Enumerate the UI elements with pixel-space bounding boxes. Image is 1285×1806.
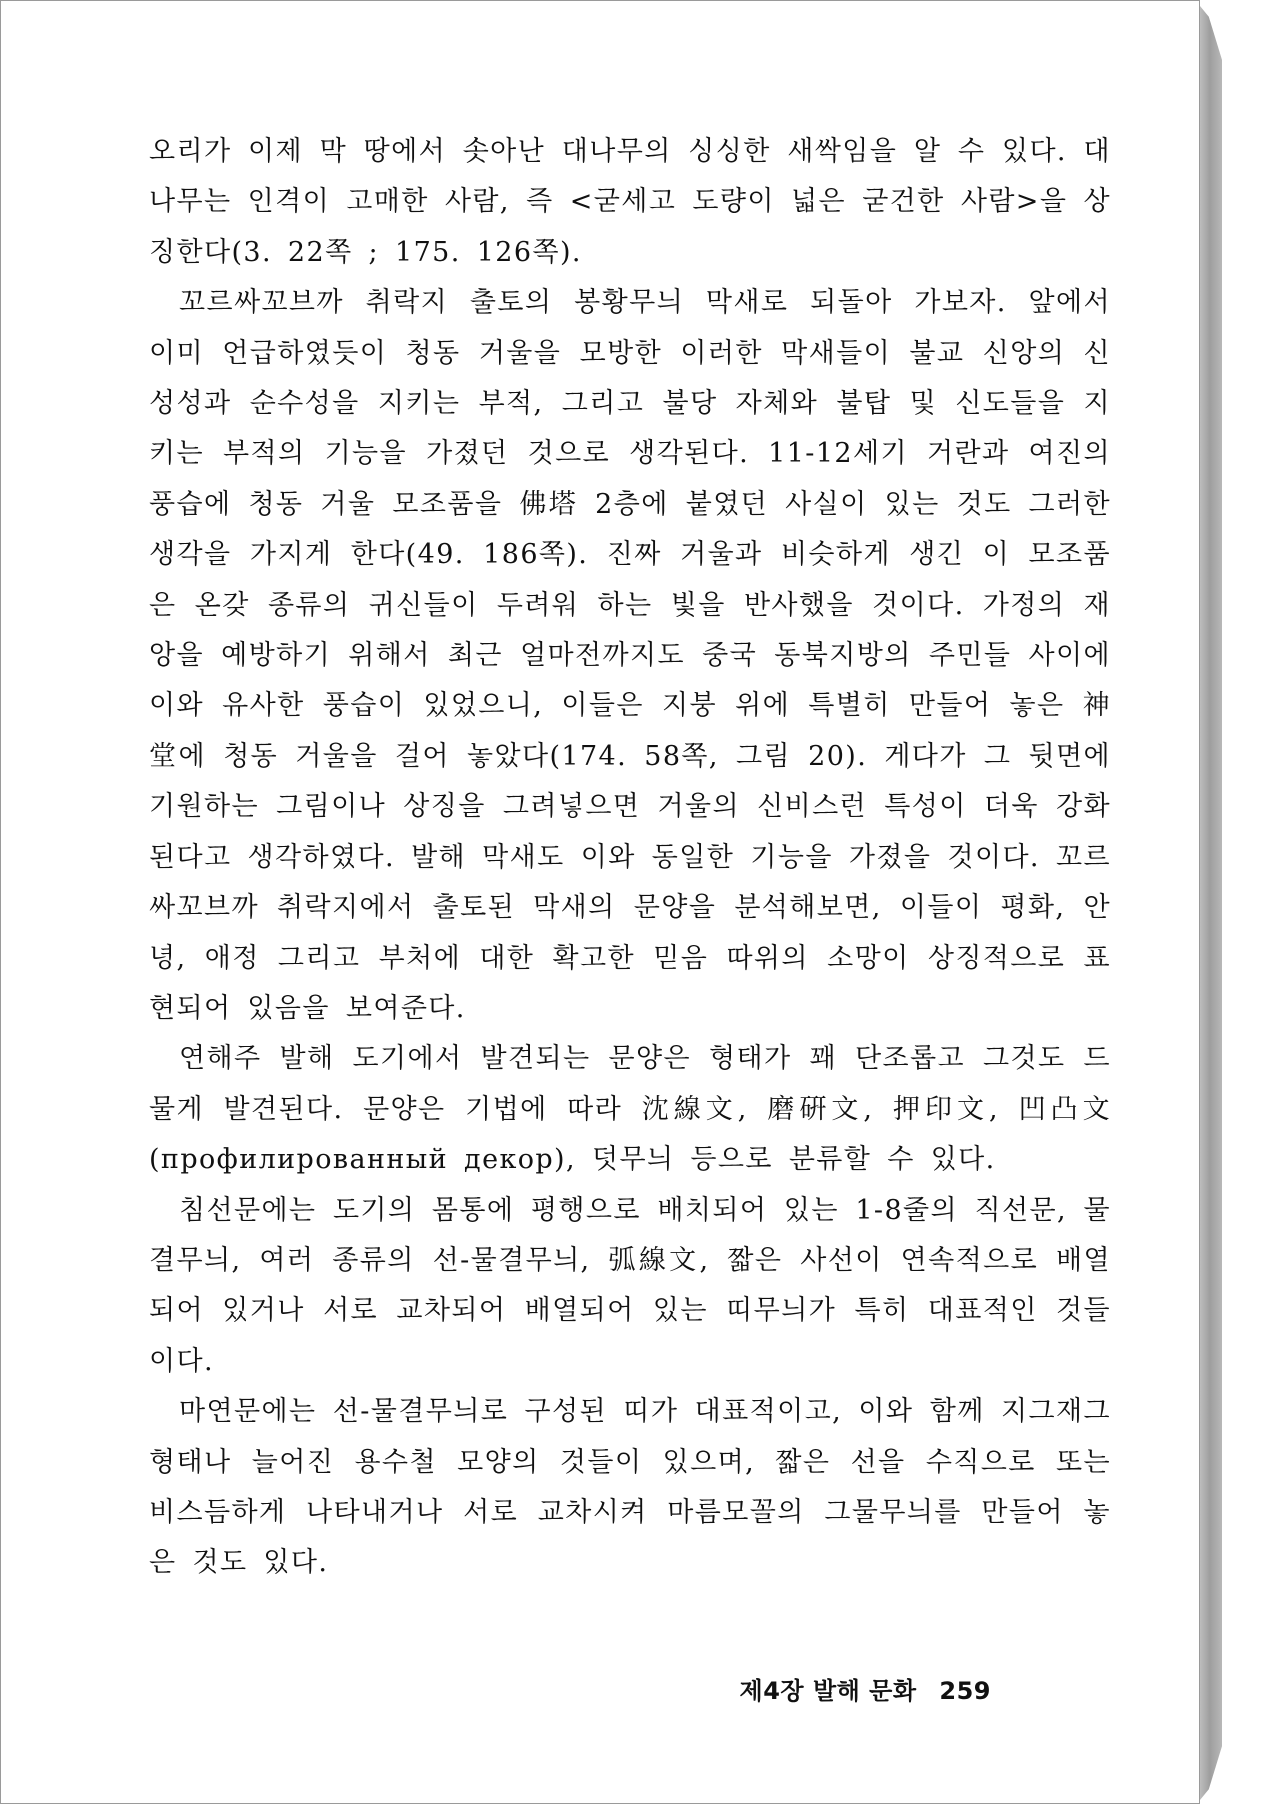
paragraph-3: 연해주 발해 도기에서 발견되는 문양은 형태가 꽤 단조롭고 그것도 드물게 발견된다. 문양은 기법에 따라 沈線文, 磨硏文, 押印文, 凹凸文(профилированный декор), 덧무늬 등으로 분류할 수 있다. [149, 1043, 1111, 1176]
paragraph-1: 오리가 이제 막 땅에서 솟아난 대나무의 싱싱한 새싹임을 알 수 있다. 대나무는 인격이 고매한 사람, 즉 <굳세고 도량이 넓은 굳건한 사람>을 상징한다(3. 22쪽 ; 175. 126쪽). [149, 136, 1111, 268]
paragraph-4: 침선문에는 도기의 몸통에 평행으로 배치되어 있는 1-8줄의 직선문, 물결무늬, 여러 종류의 선-물결무늬, 弧線文, 짧은 사선이 연속적으로 배열되어 있거나 서로 교차되어 배열되어 있는 띠무늬가 특히 대표적인 것들이다. [149, 1194, 1111, 1377]
body-text [149, 127, 1111, 1589]
page-footer [740, 1671, 991, 1706]
paragraph-2: 꼬르싸꼬브까 취락지 출토의 봉황무늬 막새로 되돌아 가보자. 앞에서 이미 언급하였듯이 청동 거울을 모방한 이러한 막새들이 불교 신앙의 신성성과 순수성을 지키는 부적, 그리고 불당 자체와 불탑 및 신도들을 지키는 부적의 기능을 가졌던 것으로 생각된다. 11-12세기 거란과 여진의 풍습에 청동 거울 모조품을 佛塔 2층에 붙였던 사실이 있는 것도 그러한 생각을 가지게 한다(49. 186쪽). 진짜 거울과 비슷하게 생긴 이 모조품은 온갖 종류의 귀신들이 두려워 하는 빛을 반사했을 것이다. 가정의 재앙을 예방하기 위해서 최근 얼마전까지도 중국 동북지방의 주민들 사이에 이와 유사한 풍습이 있었으니, 이들은 지붕 위에 특별히 만들어 놓은 神堂에 청동 거울을 걸어 놓았다(174. 58쪽, 그림 20). 게다가 그 뒷면에 기원하는 그림이나 상징을 그려넣으면 거울의 신비스런 특성이 더욱 강화된다고 생각하였다. 발해 막새도 이와 동일한 기능을 가졌을 것이다. 꼬르싸꼬브까 취락지에서 출토된 막새의 문양을 분석해보면, 이들이 평화, 안녕, 애정 그리고 부처에 대한 확고한 믿음 따위의 소망이 상징적으로 표현되어 있음을 보여준다. [149, 287, 1111, 1024]
page-number: 259 [939, 1677, 991, 1705]
paragraph-5: 마연문에는 선-물결무늬로 구성된 띠가 대표적이고, 이와 함께 지그재그 형태나 늘어진 용수철 모양의 것들이 있으며, 짧은 선을 수직으로 또는 비스듬하게 나타내거나 서로 교차시켜 마름모꼴의 그물무늬를 만들어 놓은 것도 있다. [149, 1396, 1111, 1579]
chapter-title: 제4장 발해 문화 [739, 1677, 917, 1705]
book-spine-edge [1200, 6, 1222, 1800]
